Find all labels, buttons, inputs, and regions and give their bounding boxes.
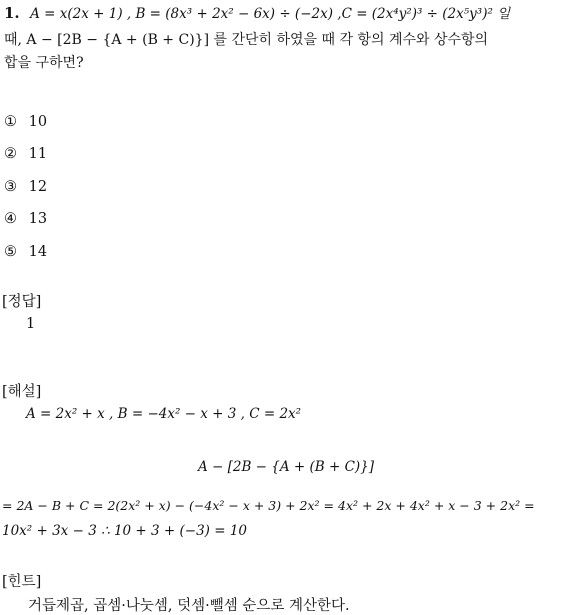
choice-5 bbox=[4, 244, 47, 260]
choice-5-mark: ⑤ bbox=[4, 244, 17, 260]
choice-4 bbox=[4, 211, 47, 227]
choice-4-text: 13 bbox=[28, 211, 48, 227]
choice-3-mark: ③ bbox=[4, 179, 17, 195]
explanation-line-2: = 2A − B + C = 2(2x² + x) − (−4x² − x + 3) + 2x² = 4x² + 2x + 4x² + x − 3 + 2x² = bbox=[2, 498, 535, 513]
choice-2-mark: ② bbox=[4, 146, 17, 162]
question-number: 1. bbox=[4, 4, 20, 22]
explanation-label: [해설] bbox=[2, 384, 42, 400]
question-line-2: 때, A − [2B − {A + (B + C)}] 를 간단히 하였을 때 각 항의 계수와 상수항의 bbox=[4, 32, 489, 48]
explanation-line-3: 10x² + 3x − 3 ∴ 10 + 3 + (−3) = 10 bbox=[2, 523, 248, 539]
choice-3 bbox=[4, 179, 47, 195]
choice-2-text: 11 bbox=[28, 146, 48, 162]
question-line-3: 합을 구하면? bbox=[4, 55, 84, 71]
hint-text: 거듭제곱, 곱셈·나눗셈, 덧셈·뺄셈 순으로 계산한다. bbox=[28, 598, 350, 614]
choice-3-text: 12 bbox=[28, 179, 48, 195]
choice-1-text: 10 bbox=[28, 114, 48, 130]
choice-4-mark: ④ bbox=[4, 211, 17, 227]
choice-1-mark: ① bbox=[4, 114, 17, 130]
choice-2 bbox=[4, 146, 47, 162]
answer-label: [정답] bbox=[2, 294, 42, 310]
question-line-1 bbox=[4, 2, 510, 22]
explanation-center-expression: A − [2B − {A + (B + C)}] bbox=[197, 459, 375, 475]
hint-label: [힌트] bbox=[2, 574, 42, 590]
answer-value: 1 bbox=[26, 316, 36, 332]
explanation-line-1: A = 2x² + x , B = −4x² − x + 3 , C = 2x² bbox=[26, 406, 302, 422]
choice-1 bbox=[4, 114, 47, 130]
question-expression: A = x(2x + 1) , B = (8x³ + 2x² − 6x) ÷ (−2x) ,C = (2x⁴y²)³ ÷ (2x⁵y³)² 일 bbox=[30, 6, 511, 22]
choice-5-text: 14 bbox=[28, 244, 48, 260]
